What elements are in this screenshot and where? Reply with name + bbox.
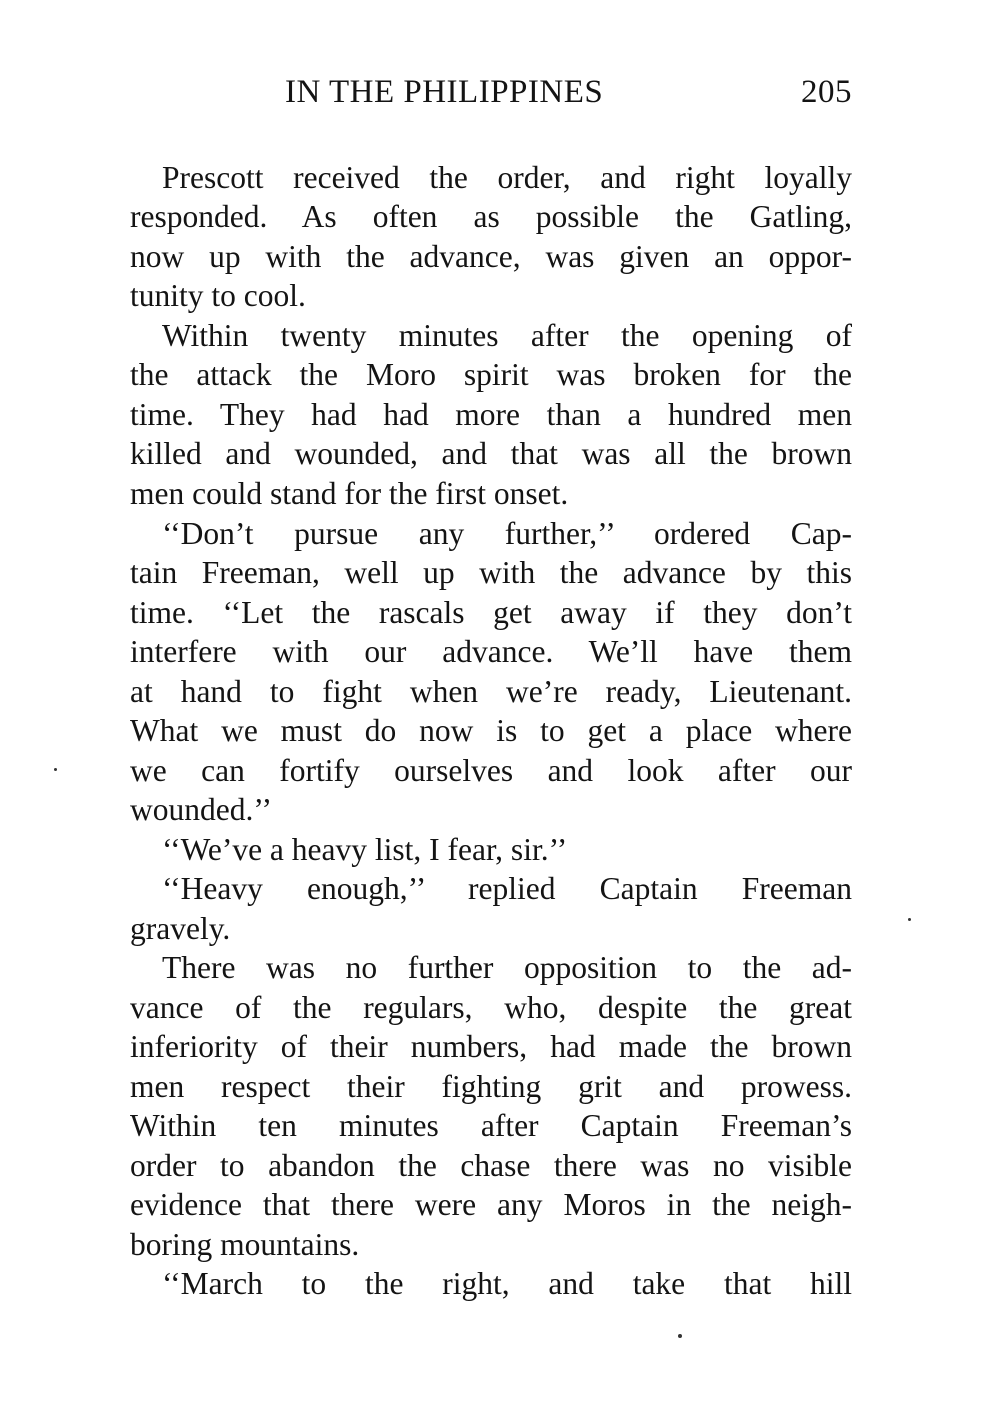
text-line: tunity to cool. bbox=[130, 278, 306, 313]
text-line: inferiority of their numbers, had made the brown bbox=[130, 1029, 852, 1064]
text-line: Within twenty minutes after the opening of bbox=[162, 318, 852, 353]
page-number: 205 bbox=[801, 74, 852, 110]
text-line: ‘‘Don’t pursue any further,’’ ordered Cap- bbox=[162, 516, 852, 551]
text-line: evidence that there were any Moros in the neigh- bbox=[130, 1187, 852, 1222]
text-line: Within ten minutes after Captain Freeman’s bbox=[130, 1108, 852, 1143]
scan-speck bbox=[908, 918, 911, 921]
text-line: vance of the regulars, who, despite the great bbox=[130, 990, 852, 1025]
text-line: boring mountains. bbox=[130, 1227, 360, 1262]
text-line: we can fortify ourselves and look after our bbox=[130, 753, 852, 788]
text-line: order to abandon the chase there was no visible bbox=[130, 1148, 852, 1183]
text-line: interfere with our advance. We’ll have them bbox=[130, 634, 852, 669]
text-line: ‘‘We’ve a heavy list, I fear, sir.’’ bbox=[162, 832, 568, 867]
text-line: ‘‘Heavy enough,’’ replied Captain Freeman bbox=[162, 871, 852, 906]
running-title: IN THE PHILIPPINES bbox=[285, 74, 604, 110]
text-line: at hand to fight when we’re ready, Lieutenant. bbox=[130, 674, 852, 709]
scan-speck bbox=[678, 1334, 682, 1338]
text-line: now up with the advance, was given an oppor- bbox=[130, 239, 852, 274]
page-header bbox=[130, 74, 852, 118]
text-line: ‘‘March to the right, and take that hill bbox=[162, 1266, 852, 1301]
text-line: killed and wounded, and that was all the brown bbox=[130, 436, 852, 471]
text-line: time. ‘‘Let the rascals get away if they don’t bbox=[130, 595, 852, 630]
text-line: responded. As often as possible the Gatling, bbox=[130, 199, 852, 234]
text-line: gravely. bbox=[130, 911, 231, 946]
text-line: time. They had had more than a hundred men bbox=[130, 397, 852, 432]
text-line: wounded.’’ bbox=[130, 792, 272, 827]
text-line: There was no further opposition to the ad- bbox=[162, 950, 852, 985]
text-line: men respect their fighting grit and prowess. bbox=[130, 1069, 852, 1104]
text-line: men could stand for the first onset. bbox=[130, 476, 569, 511]
text-line: Prescott received the order, and right loyally bbox=[162, 160, 852, 195]
text-line: tain Freeman, well up with the advance by this bbox=[130, 555, 852, 590]
scan-speck bbox=[54, 768, 57, 771]
text-line: What we must do now is to get a place where bbox=[130, 713, 852, 748]
text-line: the attack the Moro spirit was broken for the bbox=[130, 357, 852, 392]
